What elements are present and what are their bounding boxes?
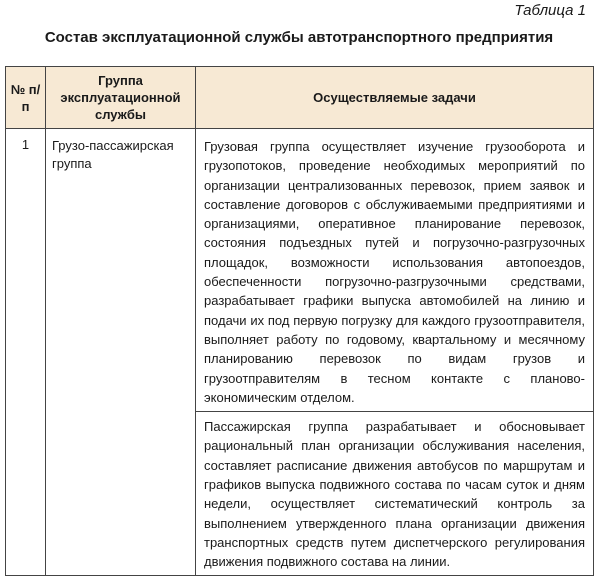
- row-number: 1: [6, 129, 46, 576]
- header-number: № п/п: [6, 67, 46, 129]
- task-passenger-group: Пассажирская группа разрабатывает и обосновывает рациональный план организации обслуживания населения, составляет расписание движения автобусов по маршрутам и графиков выпуска подвижного состава по часам суток и дням недели, осуществляет систематический контроль за выполнением утвержденного плана организации движения транспортных средств путем диспетчерского регулирования движения подвижного состава на линии.: [196, 412, 594, 575]
- task-freight-group: Грузовая группа осуществляет изучение грузооборота и грузопотоков, проведение необходимых мероприятий по организации централизованных перевозок, прием заявок и составление договоров с обслуживаемыми предприятиями и организациями, оперативное планирование перевозок, состояния подъездных путей и погрузочно-разгрузочных площадок, возможности использования автопоездов, обеспеченности погрузочно-разгрузочными средствами, разрабатывает графики выпуска автомобилей на линию и подачи их под первую погрузку для каждого грузоотправителя, выполняет работу по годовому, квартальному и месячному планированию перевозок по видам грузов и грузоотправителям в тесном контакте с планово-экономическим отделом.: [196, 129, 594, 412]
- row-group: Грузо-пассажирская группа: [46, 129, 196, 576]
- header-tasks: Осуществляемые задачи: [196, 67, 594, 129]
- table-title: Состав эксплуатационной службы автотранспортного предприятия: [44, 29, 554, 46]
- table-caption: Таблица 1: [514, 2, 586, 19]
- header-row: [6, 67, 594, 129]
- table-row: [6, 129, 594, 412]
- staff-table: [5, 66, 594, 576]
- header-group: Группа эксплуатационной службы: [46, 67, 196, 129]
